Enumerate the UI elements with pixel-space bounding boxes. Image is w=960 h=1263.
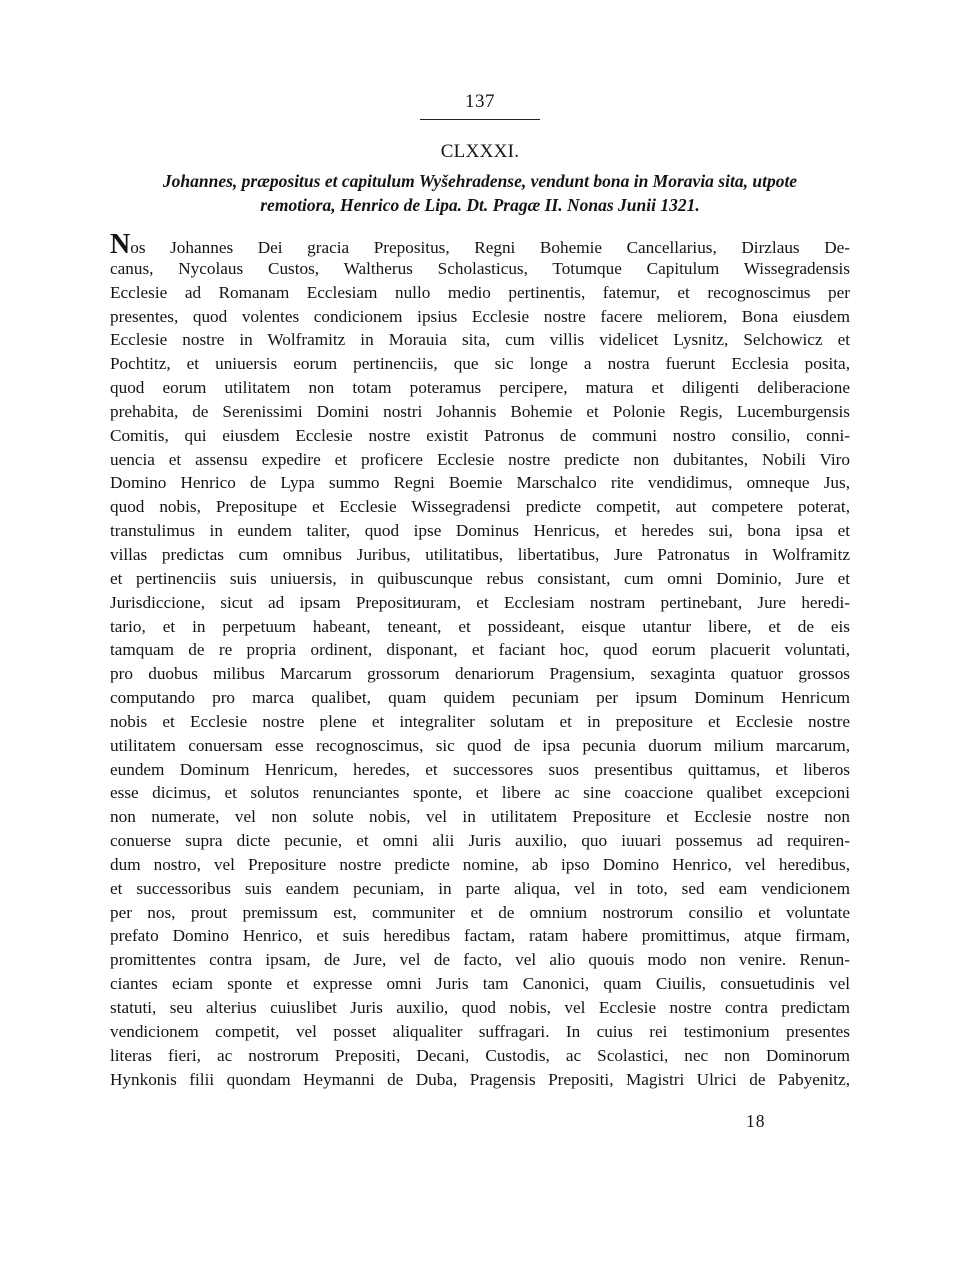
body-line: et pertinenciis suis uniuersis, in quibuscunque rebus consistant, cum omni Dominio, Jure et [110, 568, 850, 588]
body-line: tamquam de re propria ordinent, disponant, et faciant hoc, quod eorum placuerit voluntati, [110, 640, 850, 660]
page-number-rule [420, 119, 540, 120]
body-line: prehabita, de Serenissimi Domini nostri Johannis Bohemie et Polonie Regis, Lucemburgensis [110, 401, 850, 421]
charter-body [110, 229, 850, 1091]
body-line: Ecclesie ad Romanam Ecclesiam nullo medio pertinentis, fatemur, et recognoscimus per [110, 282, 850, 302]
body-line: vendicionem competit, vel posset aliqualiter suffragari. In cuius rei testimonium presentes [110, 1021, 850, 1041]
body-line: Nos Johannes Dei gracia Prepositus, Regni Bohemie Cancellarius, Dirzlaus De- [110, 229, 850, 260]
body-line: dum nostro, vel Prepositure nostre predicte nomine, ab ipso Domino Henrico, vel heredibus, [110, 854, 850, 874]
body-line: Hynkonis filii quondam Heymanni de Duba, Pragensis Prepositi, Magistri Ulrici de Pabyenitz, [110, 1069, 850, 1089]
body-line: presentes, quod volentes condicionem ipsius Ecclesie nostre facere meliorem, Bona eiusdem [110, 306, 850, 326]
page-number: 137 [465, 91, 495, 112]
body-line: pro duobus milibus Marcarum grossorum denariorum Pragensium, sexaginta quatuor grossos [110, 664, 850, 684]
body-line: uencia et assensu expedire et proficere Ecclesie nostre predicte non dubitantes, Nobili Viro [110, 449, 850, 469]
body-line: villas predictas cum omnibus Juribus, utilitatibus, libertatibus, Jure Patronatus in Wolframitz [110, 544, 850, 564]
body-line: Jurisdiccione, sicut ad ipsam Prepositиuram, et Ecclesiam nostram pertinebant, Jure heredi- [110, 592, 850, 612]
body-line: Ecclesie nostre in Wolframitz in Morauia sita, cum villis videlicet Lysnitz, Selchowicz et [110, 330, 850, 350]
body-line: per nos, prout premissum est, communiter et de omnium nostrorum consilio et voluntate [110, 902, 850, 922]
body-line: et successoribus suis eandem pecuniam, in parte aliqua, vel in toto, sed eam vendicionem [110, 878, 850, 898]
body-line: statuti, seu alterius cuiuslibet Juris auxilio, quod nobis, vel Ecclesie nostre contra predictam [110, 998, 850, 1017]
body-line: utilitatem conuersam esse recognoscimus, sic quod de ipsa pecunia duorum milium marcarum, [110, 735, 850, 755]
charter-heading [110, 169, 850, 217]
body-line: promittentes contra ipsam, de Jure, vel de facto, vel alio quouis modo non venire. Renun- [110, 950, 850, 970]
body-line: esse dicimus, et solutos renunciantes sponte, et libere ac sine coaccione qualibet excepcioni [110, 783, 850, 803]
body-line: nobis et Ecclesie nostre plene et integraliter solutam et in prepositure et Ecclesie nostre [110, 711, 850, 731]
body-line: quod eorum utilitatem non totam poteramus percipere, matura et diligenti deliberacione [110, 378, 850, 398]
body-line: tario, et in perpetuum habeant, teneant, et possideant, eisque utantur libere, et de eis [110, 616, 850, 636]
heading-line: Johannes, præpositus et capitulum Wyšehradense, vendunt bona in Moravia sita, utpote [162, 171, 798, 191]
body-line: quod nobis, Preposituре et Ecclesie Wissegradensi predicte competit, aut competere poterat, [110, 497, 850, 517]
body-line: eundem Dominum Henricum, heredes, et successores suos presentibus quittamus, et liberos [110, 759, 850, 779]
body-line: prefato Domino Henrico, et suis heredibus factam, ratam habere promittimus, atque firmam, [110, 926, 850, 946]
body-line: Domino Henrico de Lypa summo Regni Boemie Marschalco rite vendidimus, omneque Jus, [110, 473, 850, 493]
body-line: transtulimus in eundem taliter, quod ipse Dominus Henricus, et heredes sui, bona ipsa et [110, 521, 850, 541]
heading-line: remotiora, Henrico de Lipa. Dt. Pragæ II. Nonas Junii 1321. [260, 195, 700, 215]
body-line: non numerate, vel non solute nobis, vel in utilitatem Prepositure et Ecclesie nostre non [110, 807, 850, 827]
body-line: ciantes eciam sponte et expresse omni Juris tam Canonici, quam Ciuilis, consuetudinis vel [110, 974, 850, 994]
charter-number: CLXXXI. [440, 141, 520, 162]
body-line: conuerse supra dicte pecunie, et omni alii Juris auxilio, quo iuuari possemus ad requiren- [110, 831, 850, 851]
body-line: literas fieri, ac nostrorum Prepositi, Decani, Custodis, ac Scolastici, nec non Dominorum [110, 1045, 850, 1065]
body-line: computando pro marca qualibet, quam quidem pecuniam per ipsum Dominum Henricum [110, 688, 850, 708]
body-line: canus, Nycolaus Custos, Waltherus Scholasticus, Totumque Capitulum Wissegradensis [110, 258, 850, 278]
signature-mark: 18 [746, 1111, 766, 1131]
body-line: Comitis, qui eiusdem Ecclesie nostre existit Patronus de communi nostro consilio, conni- [110, 425, 850, 445]
body-line: Pochtitz, et uniuersis eorum pertinenciis, que sic longe a nostra fuerunt Ecclesia posita, [110, 354, 850, 374]
